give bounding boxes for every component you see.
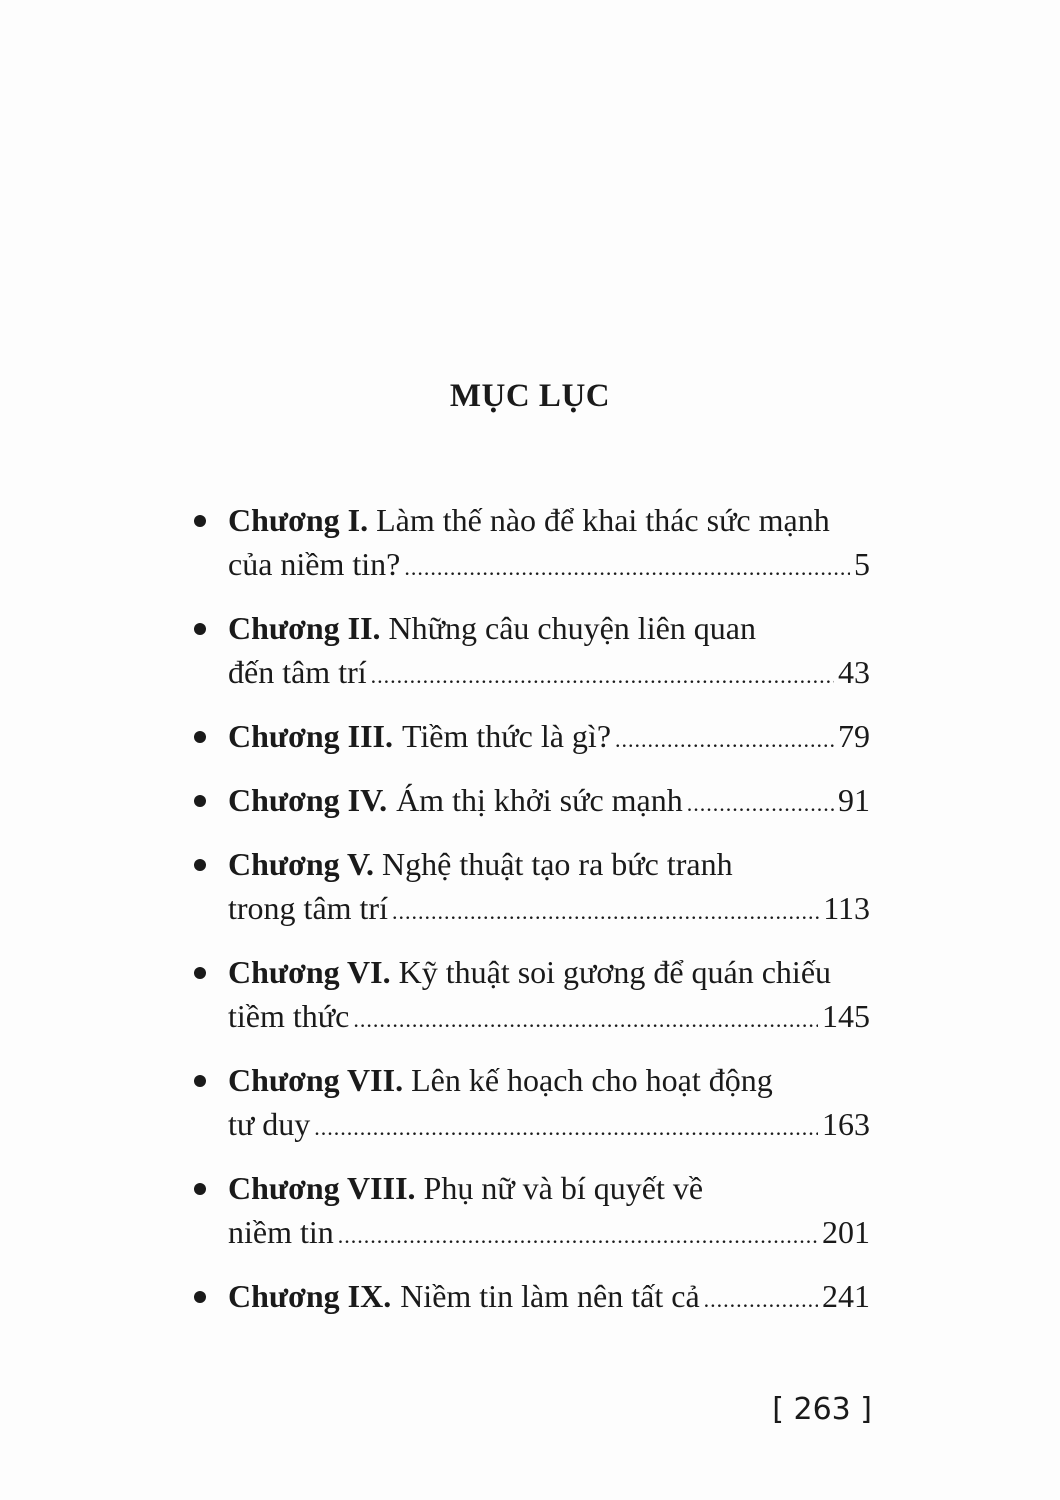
chapter-page: 43 bbox=[838, 654, 870, 690]
bullet-icon bbox=[194, 515, 206, 527]
chapter-label: Chương VII. bbox=[228, 1062, 404, 1098]
toc-entry-heading bbox=[228, 498, 870, 542]
chapter-page: 79 bbox=[838, 718, 870, 754]
dot-leader bbox=[392, 890, 819, 934]
bullet-icon bbox=[194, 1075, 206, 1087]
toc-entry-2[interactable] bbox=[190, 606, 870, 698]
toc-entry-last-line bbox=[228, 650, 870, 698]
toc-entry-last-line bbox=[228, 714, 870, 762]
toc-entry-5[interactable] bbox=[190, 842, 870, 934]
dot-leader bbox=[353, 998, 818, 1042]
chapter-label: Chương V. bbox=[228, 846, 375, 882]
chapter-title: Kỹ thuật soi gương để quán chiếu bbox=[398, 954, 832, 990]
dot-leader bbox=[314, 1106, 818, 1150]
bullet-icon bbox=[194, 623, 206, 635]
dot-leader bbox=[615, 718, 834, 762]
toc-entry-last-line bbox=[228, 1210, 870, 1258]
chapter-title-cont: trong tâm trí bbox=[228, 890, 388, 926]
chapter-page: 241 bbox=[822, 1278, 870, 1314]
toc-entry-last-line bbox=[228, 542, 870, 590]
bullet-icon bbox=[194, 859, 206, 871]
chapter-title: Ám thị khởi sức mạnh bbox=[396, 782, 683, 818]
toc-entry-last-line bbox=[228, 778, 870, 826]
chapter-title-cont: của niềm tin? bbox=[228, 546, 401, 582]
chapter-title: Phụ nữ và bí quyết về bbox=[423, 1170, 704, 1206]
toc-entry-3[interactable] bbox=[190, 714, 870, 762]
chapter-label: Chương VIII. bbox=[228, 1170, 416, 1206]
toc-entry-4[interactable] bbox=[190, 778, 870, 826]
bullet-icon bbox=[194, 1291, 206, 1303]
chapter-page: 91 bbox=[838, 782, 870, 818]
chapter-title: Những câu chuyện liên quan bbox=[388, 610, 756, 646]
chapter-title-cont: niềm tin bbox=[228, 1214, 334, 1250]
chapter-label: Chương IX. bbox=[228, 1278, 392, 1314]
chapter-page: 5 bbox=[854, 546, 870, 582]
toc-entry-heading bbox=[228, 606, 870, 650]
page-title: MỤC LỤC bbox=[449, 378, 611, 414]
chapter-page: 201 bbox=[822, 1214, 870, 1250]
chapter-title: Nghệ thuật tạo ra bức tranh bbox=[382, 846, 733, 882]
toc-list bbox=[190, 498, 870, 1338]
page-number: [ 263 ] bbox=[772, 1392, 872, 1427]
chapter-title: Lên kế hoạch cho hoạt động bbox=[411, 1062, 773, 1098]
dot-leader bbox=[704, 1278, 818, 1322]
toc-entry-last-line bbox=[228, 1102, 870, 1150]
chapter-page: 113 bbox=[823, 890, 870, 926]
chapter-label: Chương VI. bbox=[228, 954, 391, 990]
bullet-icon bbox=[194, 795, 206, 807]
chapter-title-cont: tiềm thức bbox=[228, 998, 350, 1034]
toc-entry-6[interactable] bbox=[190, 950, 870, 1042]
chapter-page: 145 bbox=[822, 998, 870, 1034]
bullet-icon bbox=[194, 967, 206, 979]
chapter-label: Chương IV. bbox=[228, 782, 388, 818]
dot-leader bbox=[687, 782, 834, 826]
chapter-page: 163 bbox=[822, 1106, 870, 1142]
chapter-title: Tiềm thức là gì? bbox=[401, 718, 612, 754]
chapter-label: Chương II. bbox=[228, 610, 381, 646]
chapter-label: Chương I. bbox=[228, 502, 369, 538]
toc-entry-8[interactable] bbox=[190, 1166, 870, 1258]
chapter-title: Niềm tin làm nên tất cả bbox=[400, 1278, 700, 1314]
dot-leader bbox=[404, 546, 850, 590]
dot-leader bbox=[371, 654, 834, 698]
chapter-label: Chương III. bbox=[228, 718, 393, 754]
chapter-title: Làm thế nào để khai thác sức mạnh bbox=[376, 502, 830, 538]
toc-entry-heading bbox=[228, 842, 870, 886]
toc-entry-heading bbox=[228, 950, 870, 994]
toc-entry-heading bbox=[228, 1166, 870, 1210]
toc-entry-heading bbox=[228, 1058, 870, 1102]
bullet-icon bbox=[194, 731, 206, 743]
toc-entry-last-line bbox=[228, 994, 870, 1042]
dot-leader bbox=[338, 1214, 818, 1258]
chapter-title-cont: tư duy bbox=[228, 1106, 311, 1142]
toc-entry-last-line bbox=[228, 1274, 870, 1322]
toc-entry-7[interactable] bbox=[190, 1058, 870, 1150]
toc-entry-9[interactable] bbox=[190, 1274, 870, 1322]
bullet-icon bbox=[194, 1183, 206, 1195]
toc-entry-1[interactable] bbox=[190, 498, 870, 590]
toc-entry-last-line bbox=[228, 886, 870, 934]
chapter-title-cont: đến tâm trí bbox=[228, 654, 367, 690]
